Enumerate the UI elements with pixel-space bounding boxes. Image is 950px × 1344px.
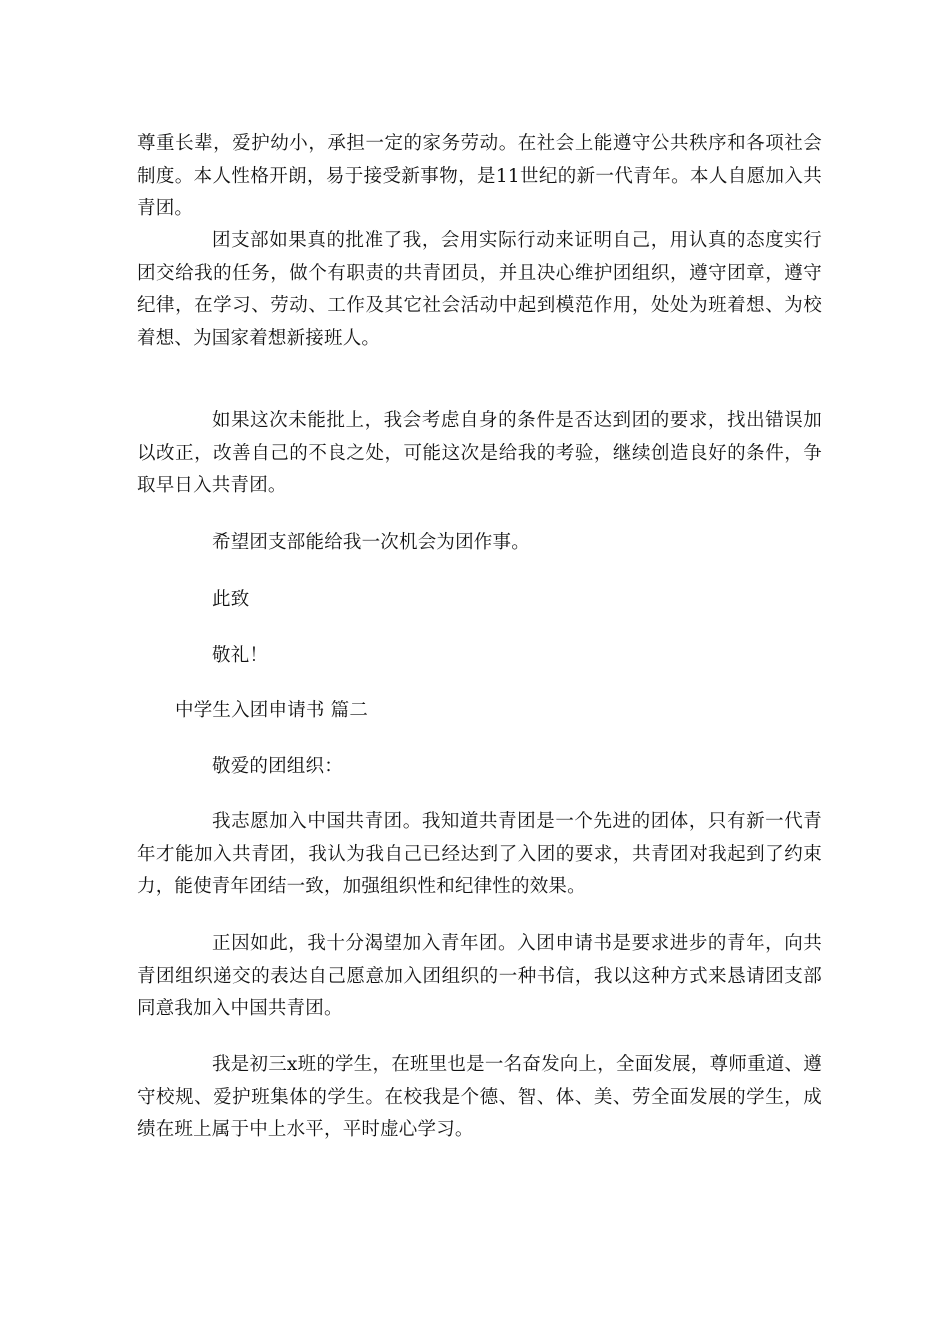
paragraph-volunteer: 我志愿加入中国共青团。我知道共青团是一个先进的团体，只有新一代青年才能加入共青团，我认为我自己已经达到了入团的要求，共青团对我起到了约束力，能使青年团结一致，加强组织性和纪律性的效果。 — [137, 811, 822, 897]
paragraph-hope: 希望团支部能给我一次机会为团作事。 — [212, 532, 530, 553]
paragraph-eager: 正因如此，我十分渴望加入青年团。入团申请书是要求进步的青年，向共青团组织递交的表达自己愿意加入团组织的一种书信，我以这种方式来恳请团支部同意我加入中国共青团。 — [137, 933, 822, 1019]
paragraph-if-rejected: 如果这次未能批上，我会考虑自身的条件是否达到团的要求，找出错误加以改正，改善自己的不良之处，可能这次是给我的考验，继续创造良好的条件，争取早日入共青团。 — [137, 410, 822, 496]
section-heading: 中学生入团申请书 篇二 — [175, 700, 369, 721]
closing-cizhi: 此致 — [212, 589, 250, 610]
paragraph-self-intro: 我是初三x班的学生，在班里也是一名奋发向上，全面发展，尊师重道、遵守校规、爱护班集体的学生。在校我是个德、智、体、美、劳全面发展的学生，成绩在班上属于中上水平，平时虚心学习。 — [137, 1054, 822, 1140]
closing-jingli: 敬礼！ — [212, 645, 269, 666]
salutation: 敬爱的团组织： — [212, 756, 343, 777]
paragraph-continuation: 尊重长辈，爱护幼小，承担一定的家务劳动。在社会上能遵守公共秩序和各项社会制度。本人性格开朗，易于接受新事物，是11世纪的新一代青年。本人自愿加入共青团。 — [137, 133, 822, 219]
paragraph-commitment: 团支部如果真的批准了我，会用实际行动来证明自己，用认真的态度实行团交给我的任务，做个有职责的共青团员，并且决心维护团组织，遵守团章，遵守纪律，在学习、劳动、工作及其它社会活动中起到模范作用，处处为班着想、为校着想、为国家着想新接班人。 — [137, 230, 822, 349]
